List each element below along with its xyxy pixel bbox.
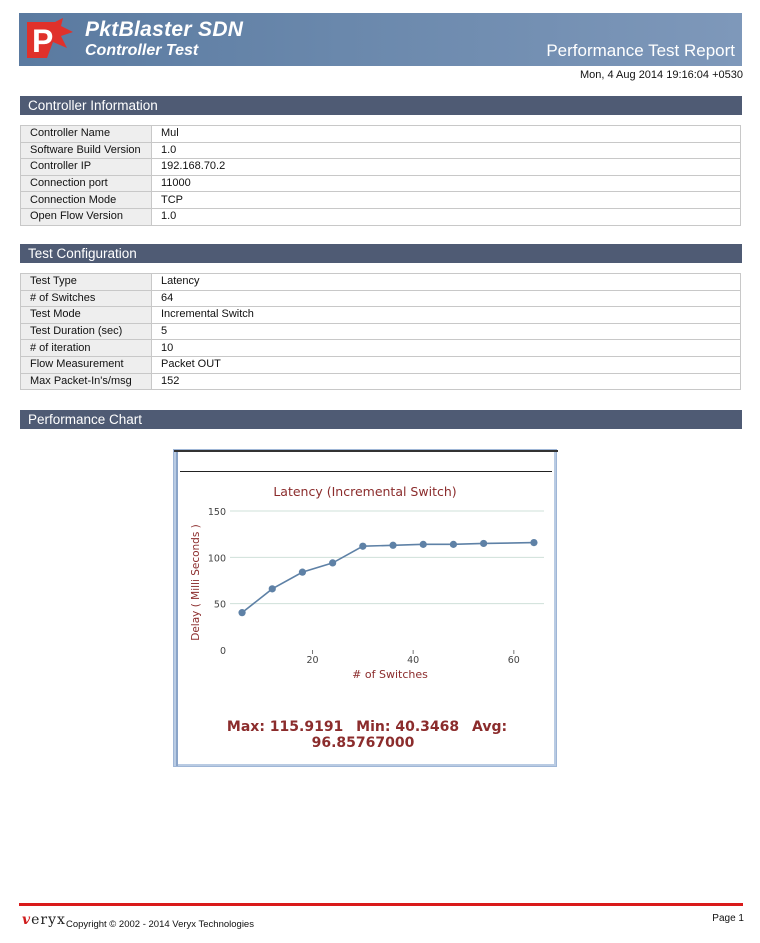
table-row — [21, 290, 741, 307]
row-label: Open Flow Version — [21, 208, 152, 225]
data-point — [480, 540, 487, 547]
test-config-table — [20, 273, 741, 390]
row-value: TCP — [152, 192, 741, 209]
report-date: Mon, 4 Aug 2014 19:16:04 +0530 — [579, 69, 743, 81]
table-row — [21, 340, 741, 357]
page-number: Page 1 — [712, 913, 744, 924]
data-point — [420, 541, 427, 548]
row-value: 1.0 — [152, 208, 741, 225]
report-title: Performance Test Report — [546, 41, 735, 60]
row-label: Test Duration (sec) — [21, 323, 152, 340]
y-tick-label: 50 — [213, 599, 226, 611]
row-label: Max Packet-In's/msg — [21, 373, 152, 390]
table-row — [21, 208, 741, 225]
brand-subtitle: Controller Test — [85, 42, 199, 59]
data-point — [359, 543, 366, 550]
veryx-logo — [22, 912, 66, 928]
row-label: Software Build Version — [21, 142, 152, 159]
data-point — [238, 609, 245, 616]
x-tick-label: 60 — [507, 655, 520, 666]
veryx-logo-text: eryx — [31, 912, 66, 928]
report-header-banner — [19, 13, 742, 66]
stat-min: Min: 40.3468 — [356, 719, 460, 735]
row-label: Test Mode — [21, 307, 152, 324]
veryx-logo-mark: v — [22, 912, 32, 928]
logo-letter: P — [32, 23, 54, 59]
row-value: 152 — [152, 373, 741, 390]
table-row — [21, 175, 741, 192]
row-value: Incremental Switch — [152, 307, 741, 324]
data-point — [450, 541, 457, 548]
row-label: Controller Name — [21, 126, 152, 143]
table-row — [21, 126, 741, 143]
data-point — [269, 585, 276, 592]
table-row — [21, 142, 741, 159]
table-row — [21, 356, 741, 373]
row-value: 5 — [152, 323, 741, 340]
row-value: Mul — [152, 126, 741, 143]
stat-avg: Avg: 96.85767000 — [311, 719, 508, 751]
section-test-configuration: Test Configuration — [20, 244, 742, 263]
data-point — [329, 559, 336, 566]
data-point — [530, 539, 537, 546]
table-row — [21, 192, 741, 209]
row-label: Controller IP — [21, 159, 152, 176]
row-label: # of Switches — [21, 290, 152, 307]
y-tick-label: 150 — [207, 507, 226, 518]
row-label: # of iteration — [21, 340, 152, 357]
section-controller-information: Controller Information — [20, 96, 742, 115]
section-performance-chart: Performance Chart — [20, 410, 742, 429]
x-axis-label: # of Switches — [352, 668, 428, 681]
row-value: Latency — [152, 274, 741, 291]
row-value: 1.0 — [152, 142, 741, 159]
y-tick-label: 100 — [207, 553, 226, 565]
brand-name: PktBlaster SDN — [85, 18, 244, 41]
row-value: 64 — [152, 290, 741, 307]
row-label: Connection Mode — [21, 192, 152, 209]
table-row — [21, 373, 741, 390]
table-row — [21, 159, 741, 176]
chart-stats — [173, 719, 557, 751]
controller-info-table — [20, 125, 741, 226]
x-tick-label: 20 — [306, 655, 319, 666]
row-label: Connection port — [21, 175, 152, 192]
table-row — [21, 274, 741, 291]
row-label: Flow Measurement — [21, 356, 152, 373]
copyright-text: Copyright © 2002 - 2014 Veryx Technologies — [66, 919, 254, 930]
row-value: 192.168.70.2 — [152, 159, 741, 176]
pktblaster-logo-icon — [25, 18, 75, 62]
row-value: Packet OUT — [152, 356, 741, 373]
data-point — [389, 542, 396, 549]
table-row — [21, 307, 741, 324]
x-tick-label: 40 — [407, 655, 420, 666]
data-point — [299, 569, 306, 576]
chart-title: Latency (Incremental Switch) — [273, 484, 457, 499]
row-value: 11000 — [152, 175, 741, 192]
y-tick-label: 0 — [219, 646, 226, 657]
stat-max: Max: 115.9191 — [226, 719, 344, 735]
series-line — [242, 543, 534, 613]
y-axis-label: Delay ( Milli Seconds ) — [190, 524, 202, 641]
row-value: 10 — [152, 340, 741, 357]
footer-divider — [19, 903, 743, 906]
table-row — [21, 323, 741, 340]
row-label: Test Type — [21, 274, 152, 291]
